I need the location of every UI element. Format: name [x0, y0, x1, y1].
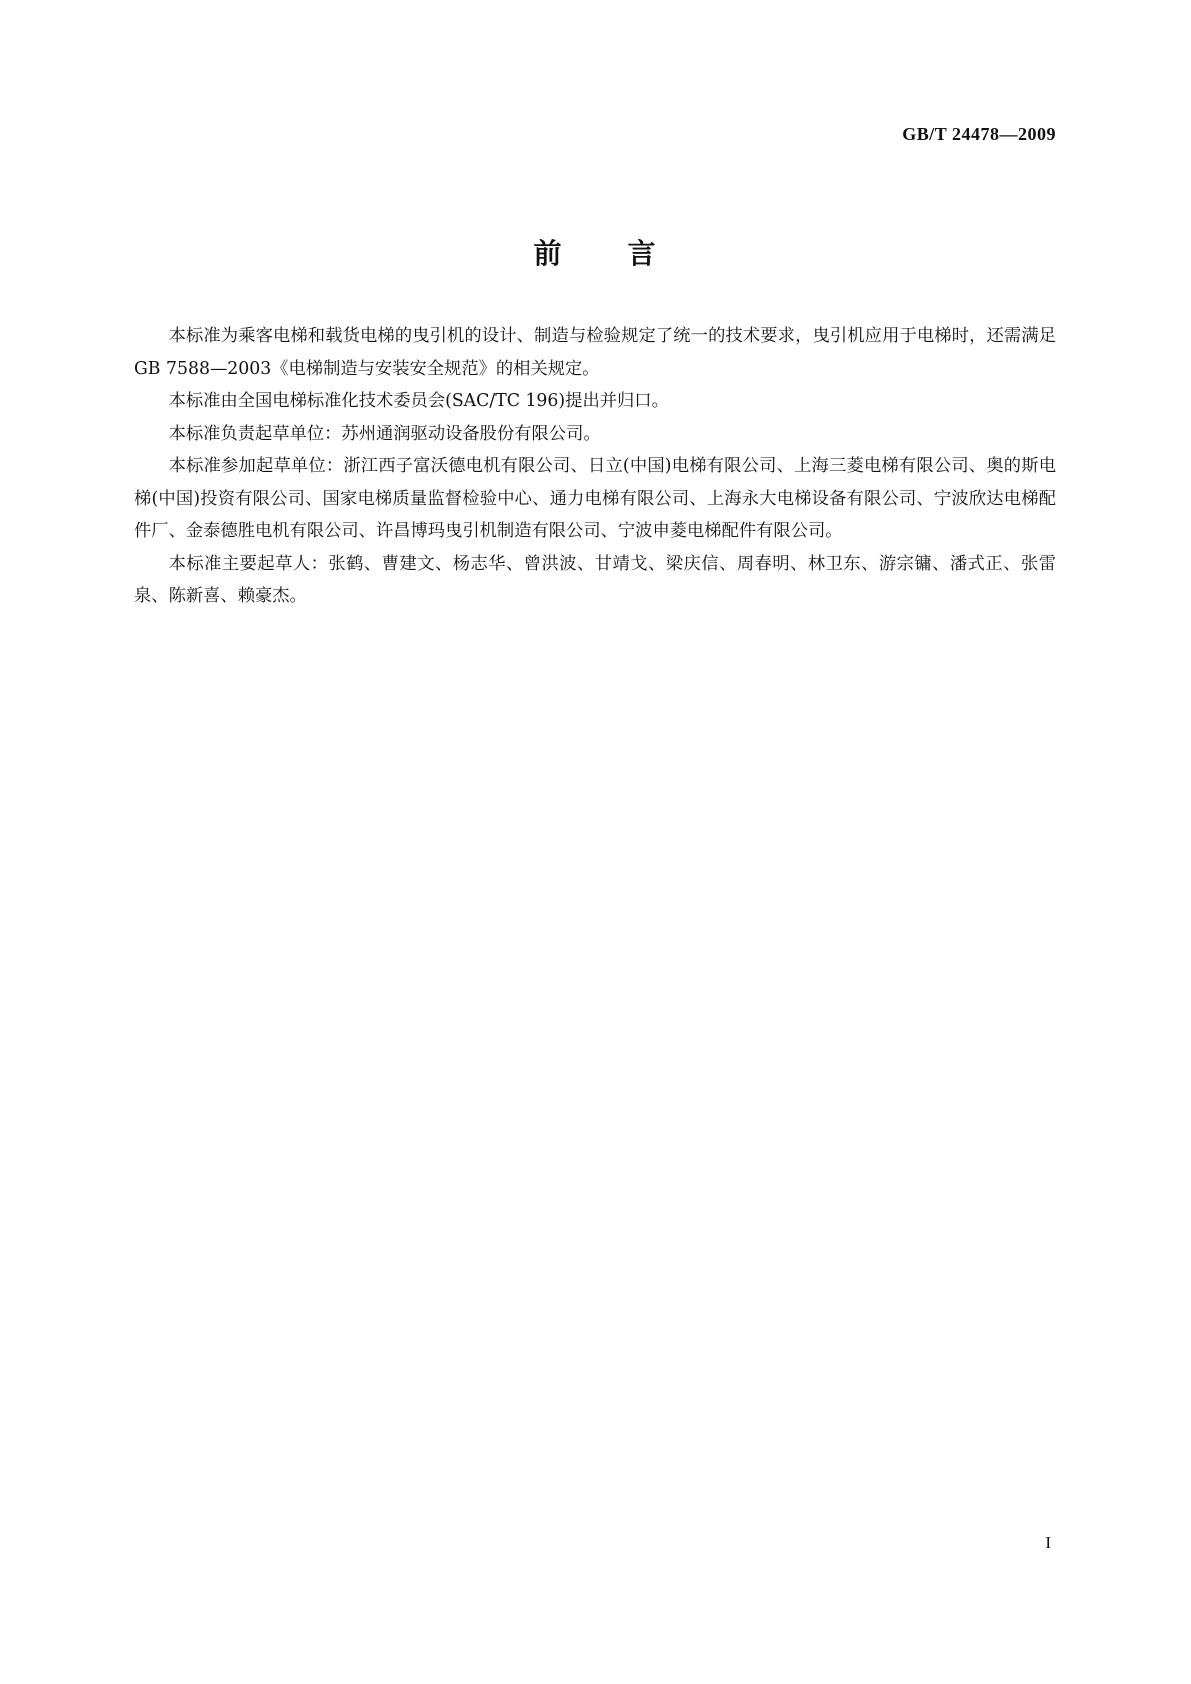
- paragraph-lead-drafter: 本标准负责起草单位：苏州通润驱动设备股份有限公司。: [168, 423, 601, 444]
- title-char-1: 前: [533, 237, 564, 270]
- title-char-2: 言: [627, 237, 658, 270]
- page-number: I: [1045, 1533, 1051, 1552]
- page-title: [0, 232, 1191, 272]
- paragraph-main-drafters: 本标准主要起草人：张鹤、曹建文、杨志华、曾洪波、甘靖戈、梁庆信、周春明、林卫东、游宗镛、潘式正、张雷泉、陈新喜、赖豪杰。: [134, 553, 1056, 606]
- paragraph-scope: 本标准为乘客电梯和载货电梯的曳引机的设计、制造与检验规定了统一的技术要求，曳引机应用于电梯时，还需满足 GB 7588—2003《电梯制造与安装安全规范》的相关规定。: [134, 326, 1056, 379]
- standard-code: GB/T 24478—2009: [902, 124, 1056, 144]
- paragraph-proposer: 本标准由全国电梯标准化技术委员会(SAC/TC 196)提出并归口。: [168, 391, 669, 411]
- paragraph-participating-drafters: 本标准参加起草单位：浙江西子富沃德电机有限公司、日立(中国)电梯有限公司、上海三菱电梯有限公司、奥的斯电梯(中国)投资有限公司、国家电梯质量监督检验中心、通力电梯有限公司、上海永大电梯设备有限公司、宁波欣达电梯配件厂、金泰德胜电机有限公司、许昌博玛曳引机制造有限公司、宁波申菱电梯配件有限公司。: [134, 456, 1056, 541]
- foreword-body: [134, 320, 1056, 613]
